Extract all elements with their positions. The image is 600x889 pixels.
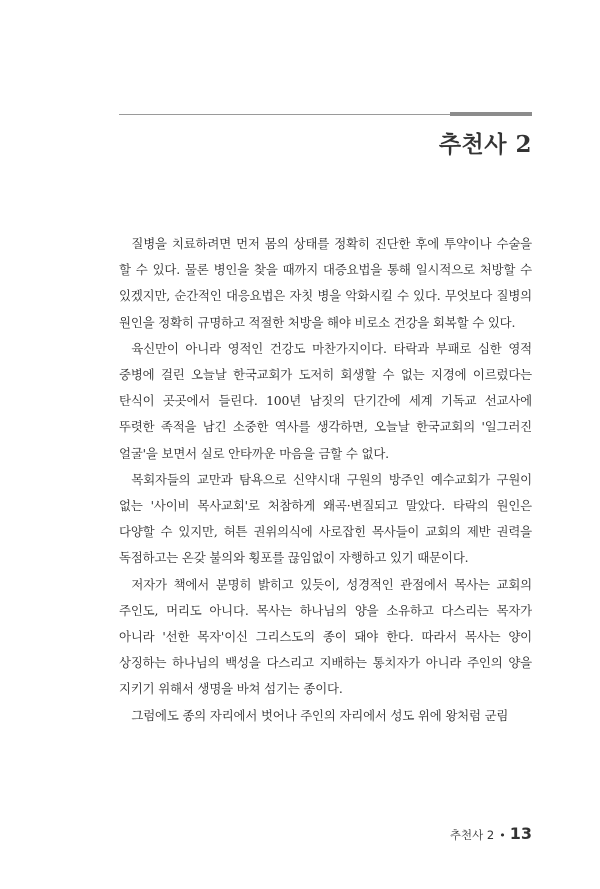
page-number: 13 [509,824,532,843]
page-footer [450,824,532,843]
footer-bullet: • [499,829,506,842]
paragraph-2: 육신만이 아니라 영적인 건강도 마찬가지이다. 타락과 부패로 심한 영적 중병에 걸린 오늘날 한국교회가 도저히 회생할 수 없는 지경에 이르렀다는 탄식이 곳곳에서 들린다. 100년 남짓의 단기간에 세계 기독교 선교사에 뚜렷한 족적을 남긴 소중한 역사를 생각하면, 오늘날 한국교회의 '일그러진 얼굴'을 보면서 실로 안타까운 마음을 금할 수 없다. [119,340,532,461]
paragraph-5: 그럼에도 종의 자리에서 벗어나 주인의 자리에서 성도 위에 왕처럼 군림 [131,707,509,723]
running-footer-label: 추천사 2 [449,828,495,842]
chapter-title: 추천사 2 [438,131,532,158]
paragraph-1: 질병을 치료하려면 먼저 몸의 상태를 정확히 진단한 후에 투약이나 수술을 할 수 있다. 물론 병인을 찾을 때까지 대증요법을 통해 일시적으로 처방할 수 있겠지만, 순간적인 대응요법은 자칫 병을 악화시킬 수 있다. 무엇보다 질병의 원인을 정확히 규명하고 적절한 처방을 해야 비로소 건강을 회복할 수 있다. [119,236,532,330]
header-rule [119,114,450,115]
paragraph-4: 저자가 책에서 분명히 밝히고 있듯이, 성경적인 관점에서 목사는 교회의 주인도, 머리도 아니다. 목사는 하나님의 양을 소유하고 다스리는 목자가 아니라 '선한 목자'이신 그리스도의 종이 돼야 한다. 따라서 목사는 양이 상징하는 하나님의 백성을 다스리고 지배하는 통치자가 아니라 주인의 양을 지키기 위해서 생명을 바쳐 섬기는 종이다. [119,576,532,697]
body-text [119,231,532,729]
paragraph-3: 목회자들의 교만과 탐욕으로 신약시대 구원의 방주인 예수교회가 구원이 없는 '사이비 목사교회'로 처참하게 왜곡·변질되고 말았다. 타락의 원인은 다양할 수 있지만, 허튼 권위의식에 사로잡힌 목사들이 교회의 제반 권력을 독점하고는 온갖 불의와 횡포를 끊임없이 자행하고 있기 때문이다. [119,471,532,566]
header-rule-accent [450,112,532,116]
